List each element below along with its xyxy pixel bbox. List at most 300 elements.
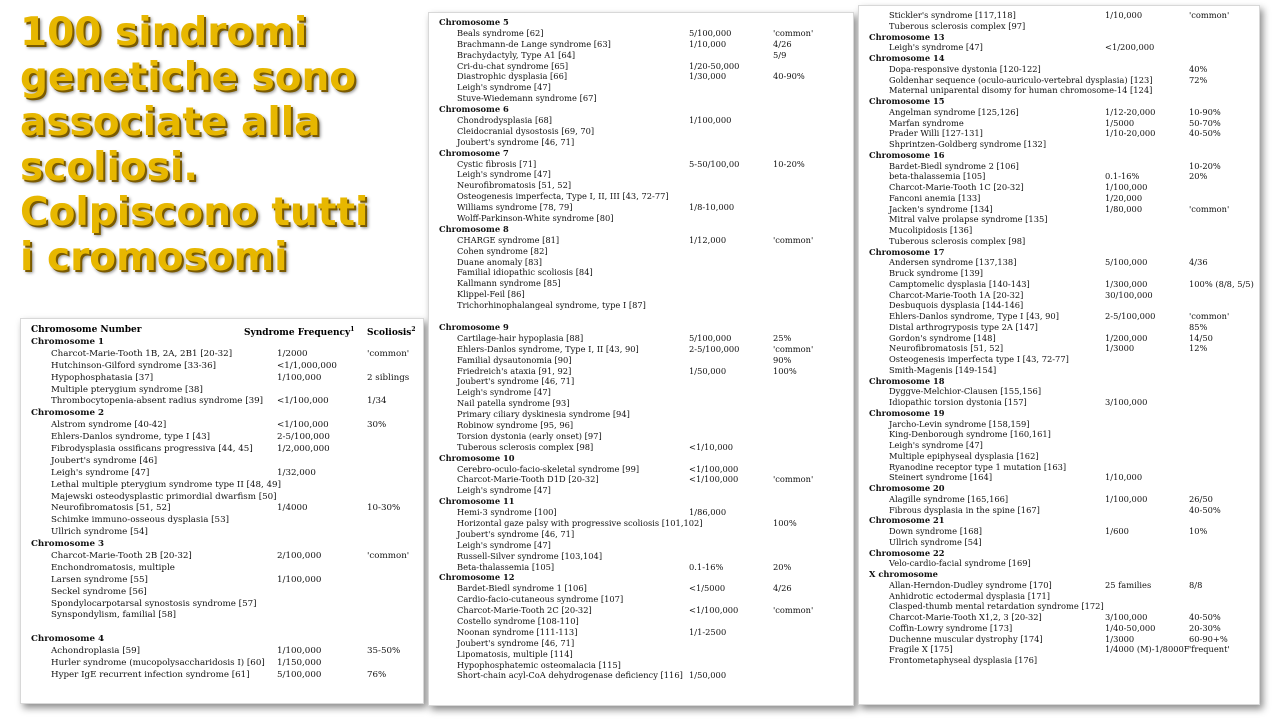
scoliosis-value: 'common' — [773, 234, 814, 245]
syndrome-name: Charcot-Marie-Tooth 2C [20-32] — [457, 605, 592, 616]
scoliosis-value: 5/9 — [773, 49, 787, 60]
syndrome-name: Ullrich syndrome [54] — [889, 536, 982, 547]
syndrome-name: Prader Willi [127-131] — [889, 128, 983, 139]
syndrome-row — [867, 634, 1255, 645]
chromosome-heading: Chromosome 22 — [869, 547, 945, 558]
chromosome-heading: Chromosome 17 — [869, 246, 945, 257]
syndrome-name: Seckel syndrome [56] — [51, 586, 147, 597]
syndrome-name: Alagille syndrome [165,166] — [889, 493, 1009, 504]
syndrome-name: Joubert's syndrome [46, 71] — [457, 528, 575, 539]
table-header — [29, 323, 419, 337]
syndrome-row — [867, 290, 1255, 301]
scoliosis-value: 100% (8/8, 5/5) — [1189, 278, 1254, 289]
syndrome-row — [867, 623, 1255, 634]
syndrome-name: Osteogenesis imperfecta, Type I, II, III [43, 72-77] — [457, 191, 669, 202]
syndrome-frequency: 1/300,000 — [1105, 278, 1148, 289]
row-spacer — [29, 622, 419, 634]
chromosome-heading: X chromosome — [869, 569, 938, 579]
syndrome-name: Cohen syndrome [82] — [457, 245, 548, 256]
syndrome-name: Trichorhinophalangeal syndrome, type I [87] — [457, 300, 646, 311]
syndrome-name: Friedreich's ataxia [91, 92] — [457, 365, 572, 376]
syndrome-row — [867, 558, 1255, 569]
syndrome-row — [867, 655, 1255, 666]
syndrome-row — [437, 257, 849, 268]
syndrome-row — [437, 333, 849, 344]
syndrome-frequency: 1/2,000,000 — [277, 444, 330, 455]
syndrome-row — [867, 21, 1255, 32]
syndrome-row — [437, 670, 849, 681]
scoliosis-value: 'common' — [773, 343, 814, 354]
syndrome-row — [437, 71, 849, 82]
syndrome-frequency: 1/8-10,000 — [689, 202, 735, 213]
syndrome-row — [867, 397, 1255, 408]
scoliosis-value: 90% — [773, 354, 792, 365]
syndrome-frequency: 1/50,000 — [689, 365, 727, 376]
syndrome-frequency: 1/50,000 — [689, 670, 727, 681]
title-line-6: i cromosomi — [20, 235, 288, 280]
syndrome-row — [867, 225, 1255, 236]
syndrome-row — [437, 660, 849, 671]
syndrome-frequency: 1/30,000 — [689, 71, 727, 82]
syndrome-name: Neurofibromatosis [51, 52] — [51, 503, 171, 514]
scoliosis-value: 'common' — [1189, 203, 1230, 214]
syndrome-row — [29, 658, 419, 670]
syndrome-frequency: <1/10,000 — [689, 441, 734, 452]
syndrome-frequency: 1/5000 — [1105, 117, 1135, 128]
row-spacer — [437, 311, 849, 322]
chromosome-heading: Chromosome 21 — [869, 515, 945, 526]
syndrome-frequency: 2/100,000 — [277, 551, 322, 562]
syndrome-row — [867, 118, 1255, 129]
syndrome-frequency: 1/100,000 — [277, 372, 322, 383]
syndrome-name: Stuve-Wiedemann syndrome [67] — [457, 93, 597, 104]
syndrome-name: Allan-Herndon-Dudley syndrome [170] — [889, 579, 1052, 590]
header-chromosome-number: Chromosome Number — [31, 325, 142, 335]
syndrome-row — [867, 333, 1255, 344]
syndrome-name: Charcot-Marie-Tooth 1C [20-32] — [889, 182, 1024, 192]
syndrome-name: Cardio-facio-cutaneous syndrome [107] — [457, 594, 624, 605]
syndrome-frequency: 1/10,000 — [1105, 10, 1143, 20]
syndrome-row — [437, 627, 849, 638]
syndrome-name: Chondrodysplasia [68] — [457, 115, 552, 126]
syndrome-row — [867, 644, 1255, 655]
scoliosis-value: 'common' — [1189, 10, 1230, 20]
syndrome-name: Nail patella syndrome [93] — [457, 398, 570, 409]
scoliosis-value: 100% — [773, 517, 797, 528]
scoliosis-value: 'common' — [773, 605, 814, 616]
scoliosis-value: 72% — [1189, 74, 1208, 85]
syndrome-name: Fibrodysplasia ossificans progressiva [44, 45] — [51, 444, 253, 455]
syndrome-row — [437, 551, 849, 562]
syndrome-row — [867, 322, 1255, 333]
syndrome-name: Charcot-Marie-Tooth D1D [20-32] — [457, 474, 599, 485]
title-line-5: Colpiscono tutti — [20, 190, 369, 235]
scoliosis-value: 50-70% — [1189, 117, 1221, 128]
scoliosis-value: 20% — [773, 561, 792, 572]
syndrome-name: Bardet-Biedl syndrome 2 [106] — [889, 160, 1019, 171]
syndrome-name: Jacken's syndrome [134] — [889, 203, 993, 214]
syndrome-frequency: 5/100,000 — [1105, 257, 1148, 268]
scoliosis-value: 40-90% — [773, 71, 805, 82]
chromosome-heading: Chromosome 3 — [31, 539, 105, 550]
syndrome-row — [437, 180, 849, 191]
syndrome-frequency: 1/12,000 — [689, 234, 727, 245]
title-line-4: scoliosi. — [20, 145, 199, 190]
syndrome-frequency: 1/80,000 — [1105, 203, 1143, 214]
syndrome-name: Idiopathic torsion dystonia [157] — [889, 397, 1027, 407]
syndrome-row — [437, 594, 849, 605]
syndrome-row — [437, 562, 849, 573]
syndrome-row — [867, 42, 1255, 53]
chromosome-heading: Chromosome 2 — [31, 408, 105, 419]
chromosome-heading: Chromosome 5 — [439, 17, 509, 27]
syndrome-name: Duane anomaly [83] — [457, 256, 542, 267]
syndrome-name: Multiple pterygium syndrome [38] — [51, 384, 203, 395]
syndrome-name: Smith-Magenis [149-154] — [889, 364, 997, 375]
syndrome-frequency: <1/100,000 — [689, 474, 739, 485]
chromosome-heading: Chromosome 14 — [869, 53, 945, 63]
syndrome-frequency: 3/100,000 — [1105, 612, 1148, 622]
syndrome-row — [29, 373, 419, 385]
scoliosis-value: 25% — [773, 332, 792, 343]
syndrome-name: Charcot-Marie-Tooth 2B [20-32] — [51, 551, 192, 562]
syndrome-name: Duchenne muscular dystrophy [174] — [889, 633, 1043, 644]
header-scoliosis: Scoliosis$^2$ — [367, 326, 416, 338]
scoliosis-value: 85% — [1189, 321, 1208, 332]
syndrome-row — [867, 419, 1255, 430]
syndrome-name: Noonan syndrome [111-113] — [457, 626, 578, 637]
syndrome-row — [867, 365, 1255, 376]
syndrome-name: Charcot-Marie-Tooth 1A [20-32] — [889, 289, 1024, 300]
syndrome-name: Ryanodine receptor type 1 mutation [163] — [889, 461, 1067, 472]
syndrome-name: Marfan syndrome — [889, 117, 964, 128]
syndrome-row — [29, 575, 419, 587]
syndrome-name: Leigh's syndrome [47] — [457, 169, 551, 180]
scoliosis-value: 'common' — [773, 474, 814, 485]
syndrome-frequency: <1/5000 — [689, 583, 726, 594]
syndrome-row — [437, 507, 849, 518]
title-line-2: genetiche sono — [20, 55, 357, 100]
syndrome-name: Enchondromatosis, multiple — [51, 562, 175, 573]
syndrome-frequency: 1/40-50,000 — [1105, 622, 1156, 633]
syndrome-name: Mucolipidosis [136] — [889, 225, 973, 235]
syndrome-name: Tuberous sclerosis complex [98] — [457, 441, 594, 452]
syndrome-frequency: <1/100,000 — [277, 420, 329, 431]
syndrome-row — [29, 361, 419, 373]
scoliosis-value: 20% — [1189, 171, 1208, 182]
syndrome-frequency: 5-50/100,00 — [689, 158, 740, 169]
chromosome-heading: Chromosome 12 — [439, 572, 515, 583]
scoliosis-value: 10-20% — [773, 158, 805, 169]
scoliosis-value: 10-90% — [1189, 106, 1221, 117]
syndrome-name: Joubert's syndrome [46] — [51, 455, 158, 466]
syndrome-row — [437, 431, 849, 442]
syndrome-name: Synspondylism, familial [58] — [51, 610, 177, 621]
syndrome-row — [437, 649, 849, 660]
syndrome-row — [437, 169, 849, 180]
scoliosis-value: 'common' — [367, 551, 410, 562]
syndrome-row — [867, 161, 1255, 172]
scoliosis-value: 1/34 — [367, 396, 387, 407]
syndrome-name: Achondroplasia [59] — [51, 646, 141, 657]
syndrome-name: Lipomatosis, multiple [114] — [457, 648, 573, 659]
syndrome-name: Desbuquois dysplasia [144-146] — [889, 300, 1024, 311]
syndrome-row — [29, 420, 419, 432]
syndrome-frequency: 1/150,000 — [277, 658, 322, 669]
syndrome-name: Tuberous sclerosis complex [98] — [889, 235, 1026, 246]
syndrome-row — [437, 398, 849, 409]
syndrome-name: Familial dysautonomia [90] — [457, 354, 572, 365]
syndrome-row — [29, 456, 419, 468]
scoliosis-value: 'frequent' — [1189, 644, 1230, 655]
syndrome-frequency: 1/20-50,000 — [689, 60, 740, 71]
syndrome-row — [437, 61, 849, 72]
syndrome-name: Stickler's syndrome [117,118] — [889, 10, 1016, 20]
syndrome-row — [437, 28, 849, 39]
syndrome-name: Ehlers-Danlos syndrome, Type I, II [43, 90] — [457, 343, 639, 354]
syndrome-name: CHARGE syndrome [81] — [457, 234, 560, 245]
chromosome-heading: Chromosome 6 — [439, 104, 509, 115]
syndrome-name: Robinow syndrome [95, 96] — [457, 419, 574, 430]
syndrome-frequency: <1/1,000,000 — [277, 360, 337, 371]
syndrome-row — [867, 601, 1255, 612]
syndrome-row — [867, 64, 1255, 75]
syndrome-frequency: 1/10-20,000 — [1105, 128, 1156, 139]
chromosome-heading: Chromosome 20 — [869, 483, 945, 493]
syndrome-row — [437, 420, 849, 431]
syndrome-row — [867, 182, 1255, 193]
syndrome-row — [867, 311, 1255, 322]
syndrome-row — [29, 396, 419, 408]
syndrome-name: Neurofibromatosis [51, 52] — [889, 343, 1004, 354]
header-syndrome-frequency: Syndrome Frequency$^1$ — [244, 326, 355, 338]
syndrome-frequency: 1/10,000 — [1105, 472, 1143, 483]
scoliosis-value: 12% — [1189, 343, 1208, 354]
syndrome-row — [29, 587, 419, 599]
syndrome-name: Leigh's syndrome [47] — [457, 82, 551, 93]
syndrome-row — [867, 300, 1255, 311]
syndrome-name: Ullrich syndrome [54] — [51, 527, 148, 538]
syndrome-name: Mitral valve prolapse syndrome [135] — [889, 214, 1048, 225]
syndrome-name: Dyggve-Melchior-Clausen [155,156] — [889, 386, 1042, 397]
syndrome-row — [29, 385, 419, 397]
syndrome-row — [867, 343, 1255, 354]
scoliosis-value: 60-90+% — [1189, 633, 1228, 644]
syndrome-row — [437, 235, 849, 246]
syndrome-frequency: 5/100,000 — [689, 27, 732, 38]
chromosome-heading: Chromosome 11 — [439, 496, 515, 507]
syndrome-frequency: 1/200,000 — [1105, 332, 1148, 343]
syndrome-name: Beta-thalassemia [105] — [457, 561, 555, 572]
scoliosis-value: 10-20% — [1189, 160, 1221, 171]
chromosome-heading: Chromosome 13 — [869, 31, 945, 42]
syndrome-row — [867, 236, 1255, 247]
syndrome-row — [867, 440, 1255, 451]
scoliosis-value: 14/50 — [1189, 332, 1213, 343]
chromosome-heading: Chromosome 8 — [439, 223, 509, 234]
slide-title — [20, 10, 420, 280]
scoliosis-value: 'common' — [1189, 311, 1230, 321]
syndrome-name: Horizontal gaze palsy with progressive scoliosis [101,102] — [457, 517, 703, 528]
syndrome-name: Short-chain acyl-CoA dehydrogenase deficiency [116] — [457, 670, 683, 681]
syndrome-row — [867, 580, 1255, 591]
table-rows — [437, 17, 849, 681]
syndrome-name: Dopa-responsive dystonia [120-122] — [889, 63, 1041, 74]
scoliosis-value: 40-50% — [1189, 128, 1221, 139]
syndrome-row — [867, 128, 1255, 139]
chromosome-heading: Chromosome 15 — [869, 96, 945, 106]
syndrome-row — [437, 366, 849, 377]
table-panel-chromosomes-12-x — [858, 5, 1260, 705]
syndrome-name: Steinert syndrome [164] — [889, 472, 993, 483]
title-line-3: associate alla — [20, 100, 321, 145]
syndrome-name: Charcot-Marie-Tooth 1B, 2A, 2B1 [20-32] — [51, 348, 233, 359]
syndrome-name: Fibrous dysplasia in the spine [167] — [889, 504, 1040, 515]
syndrome-row — [437, 355, 849, 366]
syndrome-row — [437, 442, 849, 453]
syndrome-frequency: 1/100,000 — [1105, 182, 1148, 192]
scoliosis-value: 30% — [367, 420, 387, 431]
syndrome-name: Maternal uniparental disomy for human chromosome-14 [124] — [889, 85, 1153, 96]
syndrome-frequency: 1/4000 (M)-1/8000F — [1105, 644, 1190, 655]
syndrome-frequency: 1/86,000 — [689, 507, 727, 518]
syndrome-frequency: 1/2000 — [277, 348, 308, 359]
syndrome-row — [437, 213, 849, 224]
syndrome-name: Cerebro-oculo-facio-skeletal syndrome [99] — [457, 463, 640, 474]
syndrome-name: Costello syndrome [108-110] — [457, 615, 579, 626]
syndrome-row — [29, 444, 419, 456]
scoliosis-value: 4/26 — [773, 38, 792, 49]
syndrome-name: Hurler syndrome (mucopolysaccharidosis I) [60] — [51, 658, 265, 669]
scoliosis-value: 76% — [367, 669, 387, 680]
syndrome-row — [867, 75, 1255, 86]
syndrome-row — [867, 171, 1255, 182]
syndrome-row — [437, 115, 849, 126]
syndrome-name: Russell-Silver syndrome [103,104] — [457, 550, 603, 561]
syndrome-row — [437, 638, 849, 649]
syndrome-frequency: 3/100,000 — [1105, 397, 1148, 407]
syndrome-name: beta-thalassemia [105] — [889, 171, 986, 182]
syndrome-row — [437, 540, 849, 551]
scoliosis-value: 8/8 — [1189, 579, 1203, 590]
scoliosis-value: 40% — [1189, 63, 1208, 74]
syndrome-frequency: 1/12-20,000 — [1105, 106, 1156, 117]
scoliosis-value: 'common' — [367, 348, 410, 359]
syndrome-row — [437, 583, 849, 594]
scoliosis-value: 'common' — [773, 27, 814, 38]
syndrome-name: Wolff-Parkinson-White syndrome [80] — [457, 213, 614, 224]
syndrome-row — [437, 518, 849, 529]
syndrome-row — [437, 409, 849, 420]
syndrome-name: Leigh's syndrome [47] — [889, 42, 983, 53]
syndrome-row — [29, 480, 419, 492]
syndrome-frequency: 1/32,000 — [277, 467, 316, 478]
table-panel-chromosomes-5-12 — [428, 12, 854, 706]
syndrome-row — [867, 354, 1255, 365]
syndrome-row — [867, 429, 1255, 440]
syndrome-frequency: 1/100,000 — [277, 646, 322, 657]
syndrome-frequency: <1/100,000 — [277, 396, 329, 407]
syndrome-name: Majewski osteodysplastic primordial dwarfism [50] — [51, 491, 277, 502]
syndrome-row — [437, 616, 849, 627]
syndrome-name: Fragile X [175] — [889, 644, 953, 655]
syndrome-name: Leigh's syndrome [47] — [889, 440, 983, 450]
syndrome-name: Bruck syndrome [139] — [889, 268, 984, 278]
syndrome-frequency: 0.1-16% — [689, 561, 724, 572]
syndrome-name: Brachydactyly, Type A1 [64] — [457, 49, 576, 60]
syndrome-name: Cartilage-hair hypoplasia [88] — [457, 332, 584, 343]
table-rows — [29, 337, 419, 682]
syndrome-frequency: 2-5/100,000 — [1105, 311, 1156, 321]
syndrome-name: Cleidocranial dysostosis [69, 70] — [457, 125, 595, 136]
syndrome-row — [867, 85, 1255, 96]
syndrome-row — [437, 300, 849, 311]
chromosome-heading: Chromosome 16 — [869, 149, 945, 160]
syndrome-row — [867, 462, 1255, 473]
syndrome-name: Leigh's syndrome [47] — [457, 485, 551, 496]
scoliosis-value: 100% — [773, 365, 797, 376]
syndrome-name: Thrombocytopenia-absent radius syndrome [39] — [51, 396, 264, 407]
syndrome-name: Familial idiopathic scoliosis [84] — [457, 267, 593, 278]
syndrome-name: Lethal multiple pterygium syndrome type II [48, 49] — [51, 479, 281, 490]
syndrome-frequency: 1/600 — [1105, 526, 1129, 536]
scoliosis-value: 26/50 — [1189, 493, 1213, 504]
scoliosis-value: 4/36 — [1189, 257, 1208, 268]
syndrome-name: Coffin-Lowry syndrome [173] — [889, 622, 1013, 633]
syndrome-name: Bardet-Biedl syndrome 1 [106] — [457, 583, 587, 594]
syndrome-row — [437, 50, 849, 61]
syndrome-row — [437, 464, 849, 475]
syndrome-row — [867, 268, 1255, 279]
syndrome-row — [437, 246, 849, 257]
syndrome-name: Camptomelic dysplasia [140-143] — [889, 278, 1030, 289]
syndrome-name: Neurofibromatosis [51, 52] — [457, 180, 572, 191]
syndrome-row — [867, 10, 1255, 21]
syndrome-frequency: 1/20,000 — [1105, 192, 1143, 203]
syndrome-row — [867, 386, 1255, 397]
scoliosis-value: 10-30% — [367, 503, 401, 514]
syndrome-name: Spondylocarpotarsal synostosis syndrome [57] — [51, 598, 257, 609]
syndrome-row — [437, 485, 849, 496]
table-rows — [867, 10, 1255, 666]
syndrome-name: Angelman syndrome [125,126] — [889, 106, 1019, 117]
syndrome-row — [437, 191, 849, 202]
syndrome-row — [29, 610, 419, 622]
syndrome-name: Torsion dystonia (early onset) [97] — [457, 430, 602, 441]
syndrome-row — [867, 204, 1255, 215]
syndrome-name: Leigh's syndrome [47] — [51, 467, 150, 478]
syndrome-row — [437, 202, 849, 213]
syndrome-frequency: 1/3000 — [1105, 633, 1135, 644]
syndrome-row — [29, 563, 419, 575]
syndrome-name: Leigh's syndrome [47] — [457, 387, 551, 398]
syndrome-name: Hemi-3 syndrome [100] — [457, 507, 557, 518]
scoliosis-value: 35-50% — [367, 646, 401, 657]
syndrome-name: Larsen syndrome [55] — [51, 574, 148, 585]
syndrome-row — [437, 474, 849, 485]
chromosome-heading: Chromosome 4 — [31, 634, 105, 645]
chromosome-heading: Chromosome 9 — [439, 321, 509, 332]
syndrome-name: Multiple epiphyseal dysplasia [162] — [889, 450, 1039, 461]
chromosome-heading: Chromosome 1 — [31, 337, 105, 347]
syndrome-name: Tuberous sclerosis complex [97] — [889, 20, 1026, 31]
syndrome-row — [29, 527, 419, 539]
syndrome-row — [29, 551, 419, 563]
syndrome-name: Frontometaphyseal dysplasia [176] — [889, 655, 1038, 665]
syndrome-name: Leigh's syndrome [47] — [457, 539, 551, 550]
syndrome-name: Charcot-Marie-Tooth X1,2, 3 [20-32] — [889, 612, 1042, 622]
syndrome-row — [867, 472, 1255, 483]
